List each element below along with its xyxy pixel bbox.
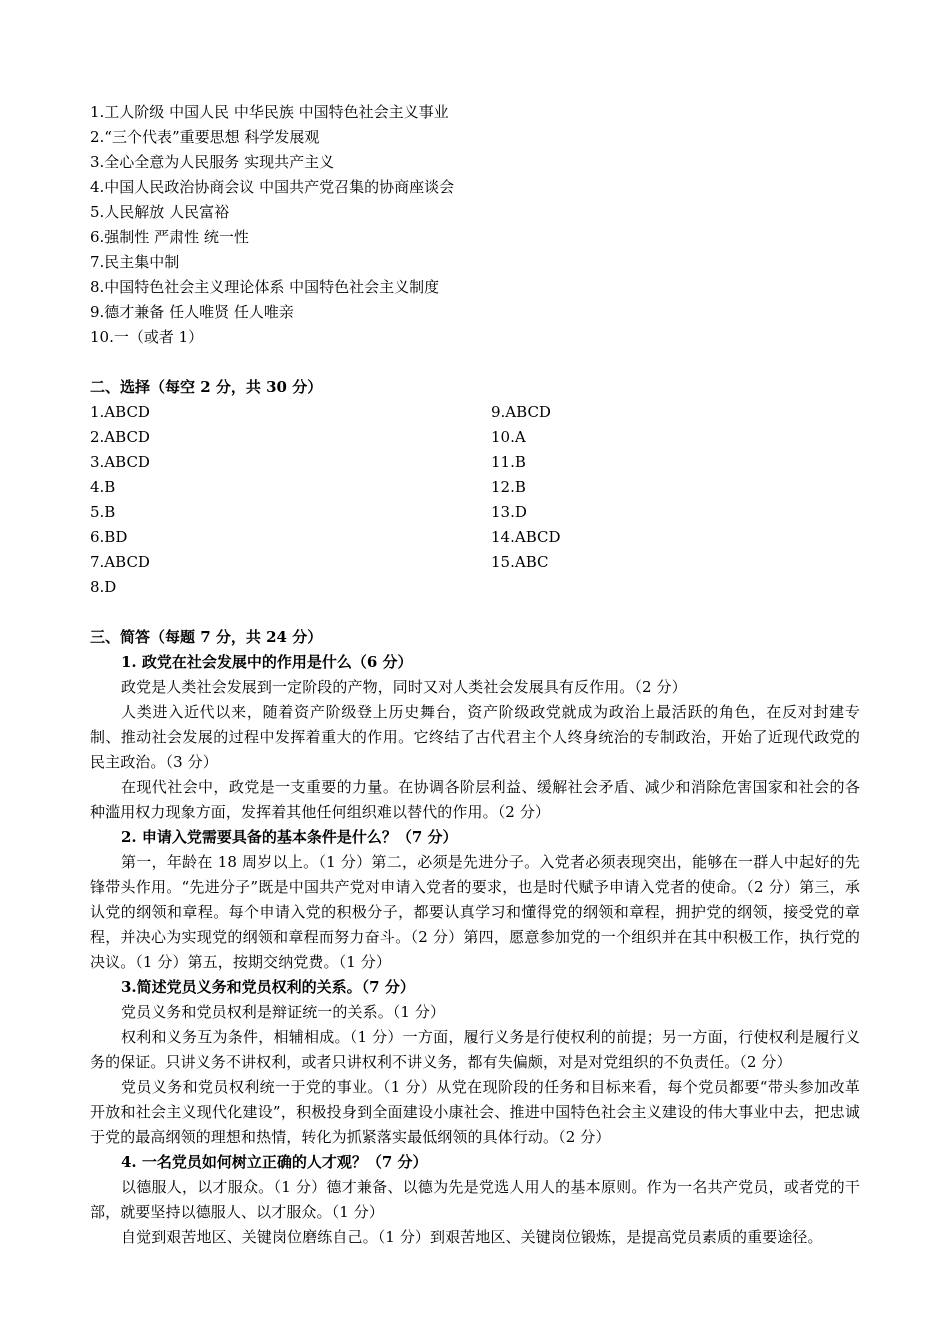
fill-answer: 5.人民解放 人民富裕 [90, 203, 230, 221]
answer-paragraph: 权利和义务互为条件，相辅相成。（1 分）一方面，履行义务是行使权利的前提；另一方面，行使权利是履行义务的保证。只讲义务不讲权利，或者只讲权利不讲义务，都有失偏颇，对是对党组织的不负责任。（2 分） [90, 1028, 860, 1071]
fill-answer: 6.强制性 严肃性 统一性 [90, 228, 249, 246]
choice-answers-grid [90, 400, 860, 600]
question-title: 3.简述党员义务和党员权利的关系。（7 分） [121, 978, 415, 996]
choice-answer: 7.ABCD [90, 553, 150, 571]
fill-answer: 7.民主集中制 [90, 253, 180, 271]
answer-page [90, 100, 860, 1250]
fill-answer: 10.一（或者 1） [90, 328, 204, 346]
choice-answer: 8.D [90, 578, 117, 596]
fill-answer: 3.全心全意为人民服务 实现共产主义 [90, 153, 335, 171]
choice-answer: 2.ABCD [90, 428, 150, 446]
choice-answer: 1.ABCD [90, 403, 150, 421]
answer-paragraph: 党员义务和党员权利是辩证统一的关系。（1 分） [121, 1003, 446, 1021]
question-title: 2. 申请入党需要具备的基本条件是什么？（7 分） [121, 828, 458, 846]
choice-answer: 11.B [491, 453, 526, 471]
question-block [90, 975, 860, 1150]
fill-answer: 2.“三个代表”重要思想 科学发展观 [90, 128, 320, 146]
choice-answer: 14.ABCD [491, 528, 561, 546]
section-heading-short-answer: 三、简答（每题 7 分，共 24 分） [90, 628, 323, 646]
answer-paragraph: 第一，年龄在 18 周岁以上。（1 分）第二，必须是先进分子。入党者必须表现突出，能够在一群人中起好的先锋带头作用。“先进分子”既是中国共产党对申请入党者的要求，也是时代赋予申请入党者的使命。（2 分）第三，承认党的纲领和章程。每个申请入党的积极分子，都要认真学习和懂得党的纲领和章程，拥护党的纲领，接受党的章程，并决心为实现党的纲领和章程而努力奋斗。（2 分）第四，愿意参加党的一个组织并在其中积极工作，执行党的决议。（1 分）第五，按期交纳党费。（1 分） [90, 853, 861, 971]
fill-answer: 8.中国特色社会主义理论体系 中国特色社会主义制度 [90, 278, 440, 296]
choice-answer: 10.A [491, 428, 526, 446]
answer-paragraph: 以德服人，以才服众。（1 分）德才兼备、以德为先是党选人用人的基本原则。作为一名共产党员，或者党的干部，就要坚持以德服人、以才服众。（1 分） [90, 1178, 860, 1221]
answer-paragraph: 政党是人类社会发展到一定阶段的产物，同时又对人类社会发展具有反作用。（2 分） [121, 678, 687, 696]
question-block [90, 1150, 860, 1250]
fill-answer: 1.工人阶级 中国人民 中华民族 中国特色社会主义事业 [90, 103, 449, 121]
fill-answers-list [90, 100, 860, 350]
answer-paragraph: 自觉到艰苦地区、关键岗位磨练自己。（1 分）到艰苦地区、关键岗位锻炼，是提高党员素质的重要途径。 [121, 1228, 823, 1246]
fill-answer: 9.德才兼备 任人唯贤 任人唯亲 [90, 303, 294, 321]
answer-paragraph: 在现代社会中，政党是一支重要的力量。在协调各阶层利益、缓解社会矛盾、减少和消除危害国家和社会的各种滥用权力现象方面，发挥着其他任何组织难以替代的作用。（2 分） [90, 778, 860, 821]
choice-column-right [491, 400, 860, 600]
question-title: 1. 政党在社会发展中的作用是什么（6 分） [121, 653, 413, 671]
fill-answer: 4.中国人民政治协商会议 中国共产党召集的协商座谈会 [90, 178, 455, 196]
choice-answer: 9.ABCD [491, 403, 551, 421]
choice-answer: 13.D [491, 503, 527, 521]
question-block [90, 650, 860, 825]
choice-answer: 15.ABC [491, 553, 549, 571]
choice-column-left [90, 400, 491, 600]
spacer [90, 350, 860, 375]
answer-paragraph: 党员义务和党员权利统一于党的事业。（1 分）从党在现阶段的任务和目标来看，每个党员都要“带头参加改革开放和社会主义现代化建设”，积极投身到全面建设小康社会、推进中国特色社会主义建设的伟大事业中去，把忠诚于党的最高纲领的理想和热情，转化为抓紧落实最低纲领的具体行动。（2 分） [90, 1078, 860, 1146]
question-title: 4. 一名党员如何树立正确的人才观？（7 分） [121, 1153, 428, 1171]
answer-paragraph: 人类进入近代以来，随着资产阶级登上历史舞台，资产阶级政党就成为政治上最活跃的角色，在反对封建专制、推动社会发展的过程中发挥着重大的作用。它终结了古代君主个人终身统治的专制政治，开始了近现代政党的民主政治。（3 分） [90, 703, 860, 771]
question-block [90, 825, 860, 975]
spacer [90, 600, 860, 625]
choice-answer: 6.BD [90, 528, 128, 546]
section-heading-choice: 二、选择（每空 2 分，共 30 分） [90, 378, 323, 396]
choice-answer: 4.B [90, 478, 116, 496]
choice-answer: 5.B [90, 503, 116, 521]
choice-answer: 12.B [491, 478, 526, 496]
choice-answer: 3.ABCD [90, 453, 150, 471]
